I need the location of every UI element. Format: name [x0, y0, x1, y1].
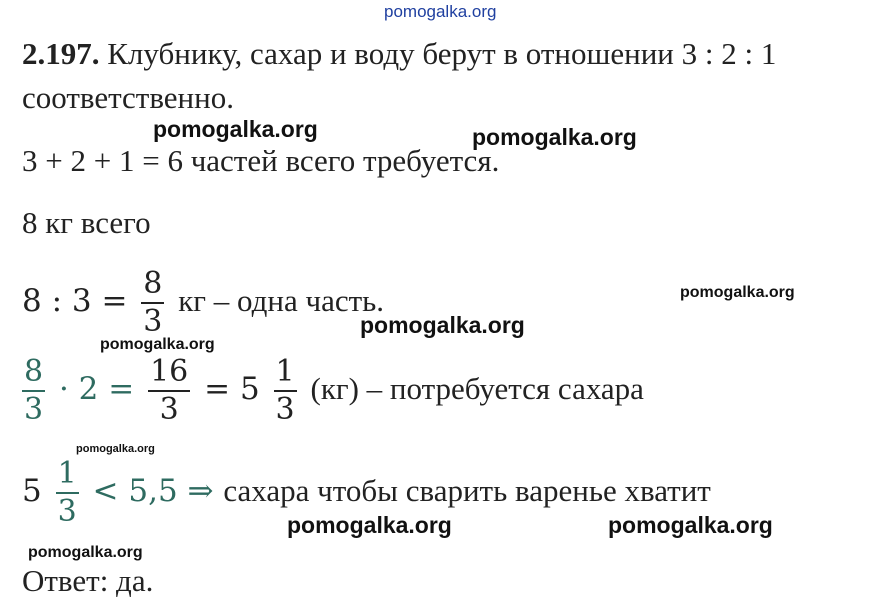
equals-part: = 5	[204, 371, 260, 407]
fraction-numerator: 8	[24, 354, 44, 389]
watermark: pomogalka.org	[680, 284, 795, 301]
problem-statement-line2: соответственно.	[22, 80, 234, 115]
fraction-denominator: 3	[159, 391, 179, 427]
comparison-suffix: сахара чтобы сварить варенье хватит	[223, 473, 711, 508]
watermark: pomogalka.org	[28, 544, 143, 561]
watermark: pomogalka.org	[608, 512, 773, 538]
watermark: pomogalka.org	[153, 116, 318, 142]
watermark: pomogalka.org	[76, 443, 155, 455]
watermark: pomogalka.org	[287, 512, 452, 538]
fraction	[274, 356, 297, 425]
fraction-numerator: 1	[57, 456, 77, 491]
multiply-part: · 2 =	[58, 371, 135, 407]
equation-prefix: 8 : 3 =	[22, 283, 128, 319]
fraction-numerator: 8	[143, 266, 163, 301]
solution-parts-line: 3 + 2 + 1 = 6 частей всего требуется.	[22, 143, 500, 178]
fraction-numerator: 16	[150, 354, 189, 389]
fraction	[22, 356, 45, 425]
fraction	[56, 458, 79, 527]
fraction-numerator: 1	[275, 354, 295, 389]
fraction-denominator: 3	[24, 391, 44, 427]
answer-line: Ответ: да.	[22, 563, 154, 598]
fraction-denominator: 3	[275, 391, 295, 427]
site-link[interactable]: pomogalka.org	[384, 2, 497, 21]
equation-suffix: кг – одна часть.	[178, 283, 385, 318]
equation-suffix: (кг) – потребуется сахара	[310, 371, 644, 406]
mixed-number-whole: 5	[22, 473, 42, 509]
fraction-denominator: 3	[143, 303, 163, 339]
watermark: pomogalka.org	[360, 312, 525, 338]
fraction	[148, 356, 190, 425]
watermark: pomogalka.org	[472, 124, 637, 150]
fraction-denominator: 3	[57, 493, 77, 529]
comparison-part: < 5,5 ⇒	[92, 473, 214, 509]
problem-text: Клубнику, сахар и воду берут в отношении 3 : 2 : 1	[107, 36, 777, 71]
problem-number: 2.197.	[22, 36, 100, 71]
sugar-equation	[18, 356, 644, 425]
problem-statement-line1	[22, 38, 776, 69]
fraction	[141, 268, 164, 337]
watermark: pomogalka.org	[100, 336, 215, 353]
one-part-equation	[22, 268, 384, 337]
solution-total-line: 8 кг всего	[22, 205, 151, 240]
